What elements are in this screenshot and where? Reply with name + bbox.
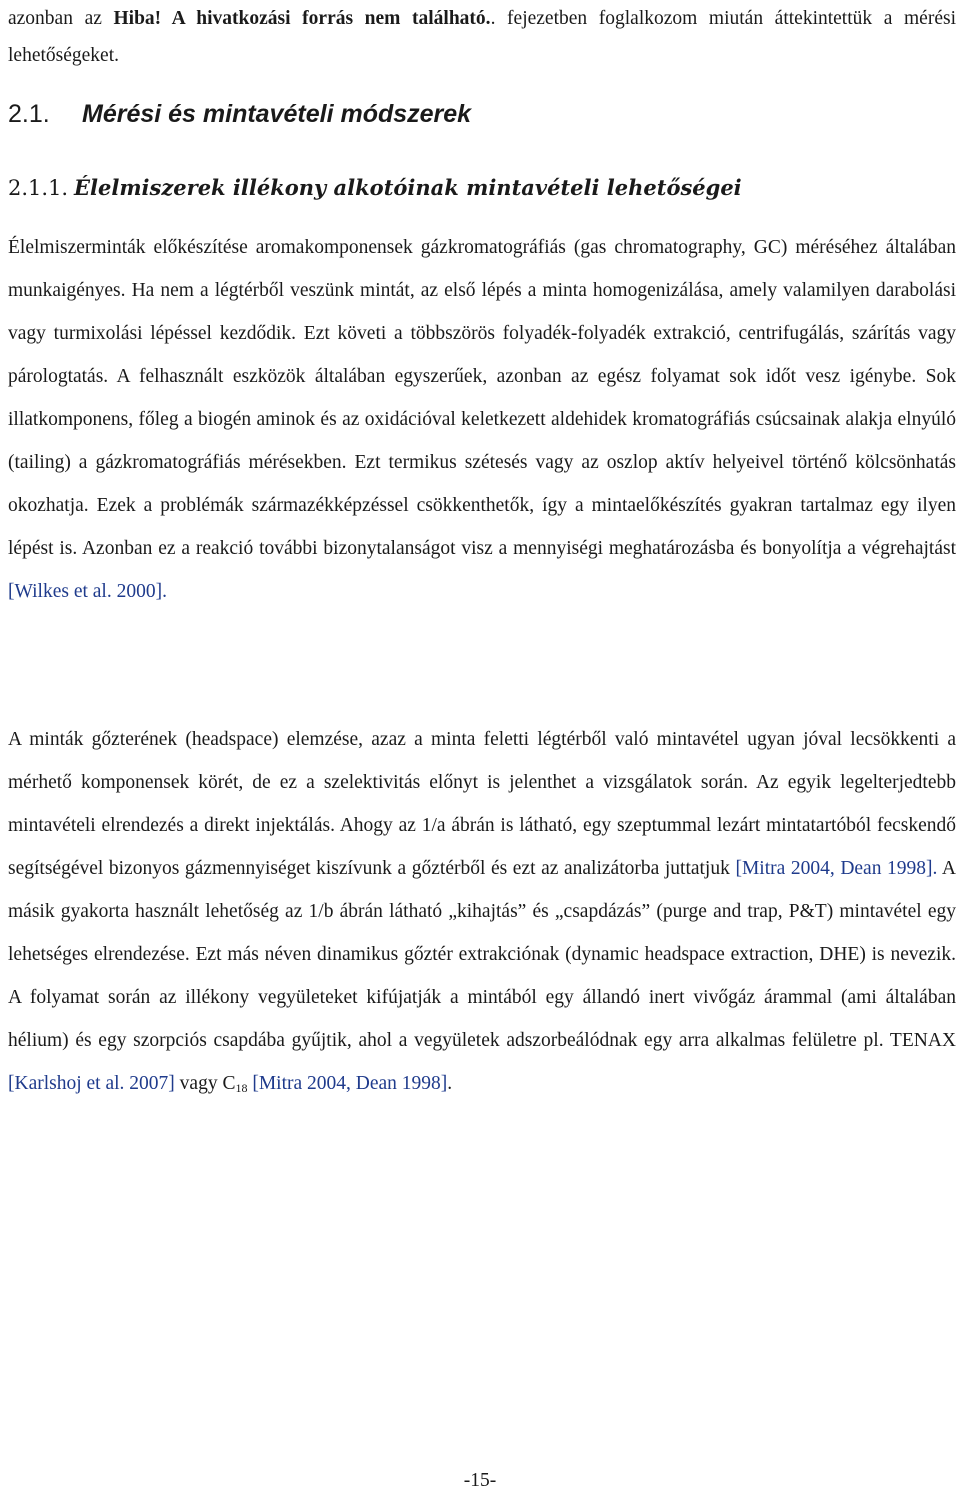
citation-karlshoj-2007[interactable]: [Karlshoj et al. 2007] bbox=[8, 1073, 175, 1094]
paragraph-headspace bbox=[8, 718, 956, 1110]
citation-mitra-dean-1[interactable]: [Mitra 2004, Dean 1998]. bbox=[735, 858, 938, 879]
paragraph-sample-preparation bbox=[8, 226, 956, 613]
paragraph2-part5: . bbox=[447, 1073, 453, 1094]
section-heading bbox=[8, 100, 471, 129]
broken-reference-error: Hiba! A hivatkozási forrás nem található. bbox=[113, 8, 491, 29]
subsection-number: 2.1.1. bbox=[8, 176, 69, 200]
citation-mitra-dean-2[interactable]: [Mitra 2004, Dean 1998] bbox=[252, 1073, 448, 1094]
paragraph2-part1: A minták gőzterének (headspace) elemzése, azaz a minta feletti légtérből való mintavétel ugyan jóval lecsökkenti a mérhető komponensek körét, de ez a szelektivitás előnyt is jelenthet a vizsgálatok során. Az egyik legelterjedtebb mintavételi elrendezés a direkt injektálás. Ahogy az 1/a ábrán is látható, egy szeptummal lezárt mintatartóból fecskendő segítségével bizonyos gázmennyiséget kiszívunk a gőztérből és ezt az analizátorba juttatjuk bbox=[8, 729, 956, 879]
subsection-heading bbox=[8, 175, 742, 200]
intro-lead: azonban az bbox=[8, 8, 114, 29]
citation-wilkes-2000[interactable]: [Wilkes et al. 2000]. bbox=[8, 581, 167, 602]
subsection-title: Élelmiszerek illékony alkotóinak mintavételi lehetőségei bbox=[74, 175, 742, 200]
paragraph1-text: Élelmiszerminták előkészítése aromakomponensek gázkromatográfiás (gas chromatography, GC) méréséhez általában munkaigényes. Ha nem a légtérből veszünk mintát, az első lépés a minta homogenizálása, amely valamilyen darabolási vagy turmixolási lépéssel kezdődik. Ezt követi a többszörös folyadék-folyadék extrakció, centrifugálás, szárítás vagy párologtatás. A felhasznált eszközök általában egyszerűek, azonban az egész folyamat sok időt vesz igénybe. Sok illatkomponens, főleg a biogén aminok és az oxidációval keletkezett aldehidek kromatográfiás csúcsainak alakja elnyúló (tailing) a gázkromatográfiás mérésekben. Ezt termikus szétesés vagy az oszlop aktív helyeivel történő kölcsönhatás okozhatja. Ezek a problémák származékképzéssel csökkenthetők, így a mintaelőkészítés gyakran tartalmaz egy ilyen lépést is. Azonban ez a reakció további bizonytalanságot visz a mennyiségi meghatározásba és bonyolítja a végrehajtást bbox=[8, 237, 956, 559]
paragraph2-part2: A másik gyakorta használt lehetőség az 1/b ábrán látható „kihajtás” és „csapdázás” (purge and trap, P&T) mintavétel egy lehetséges elrendezése. Ezt más néven dinamikus gőztér extrakciónak (dynamic headspace extraction, DHE) is nevezik. A folyamat során az illékony vegyületeket kifújatják a mintából egy állandó inert vivőgáz árammal (ami általában hélium) és egy szorpciós csapdába gyűjtik, ahol a vegyületek adszorbeálódnak egy arra alkalmas felületre pl. TENAX bbox=[8, 858, 957, 1051]
section-number: 2.1. bbox=[8, 100, 50, 128]
intro-paragraph bbox=[8, 0, 956, 74]
paragraph2-part3: vagy C bbox=[174, 1073, 236, 1094]
page-number: -15- bbox=[463, 1470, 497, 1491]
section-title: Mérési és mintavételi módszerek bbox=[82, 100, 472, 128]
intro-tail: . fejezetben foglalkozom miután áttekintettük a mérési lehetőségeket. bbox=[8, 8, 956, 66]
subscript-18: 18 bbox=[235, 1081, 248, 1095]
